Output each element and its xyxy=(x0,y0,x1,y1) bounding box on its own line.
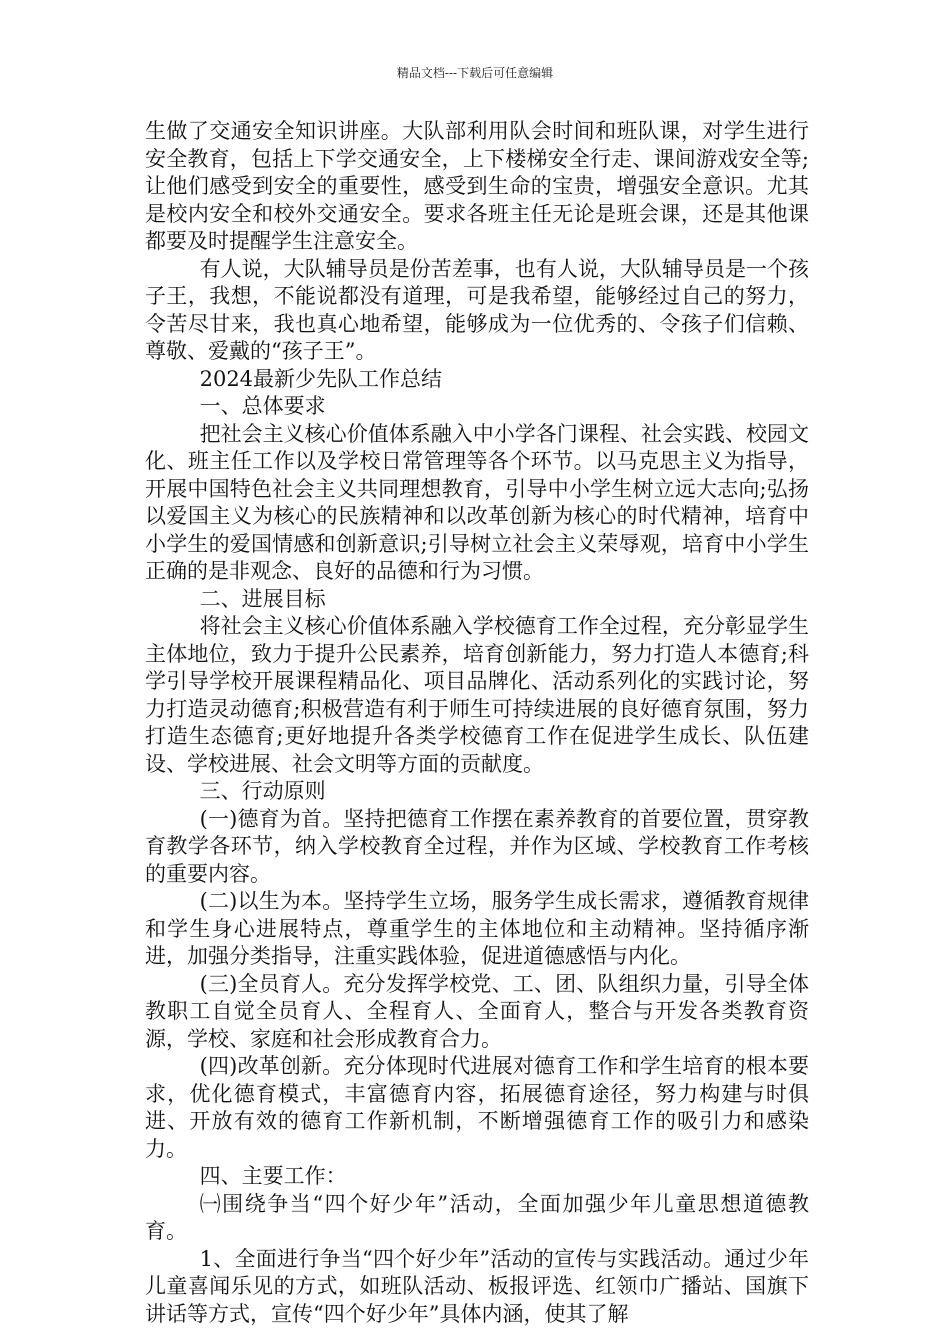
document-title: 2024最新少先队工作总结 xyxy=(199,366,443,391)
paragraph-work-item-1: ㈠围绕争当“四个好少年”活动，全面加强少年儿童思想道德教育。 xyxy=(145,1191,809,1243)
paragraph-principle-4: (四)改革创新。充分体现时代进展对德育工作和学生培育的根本要求，优化德育模式，丰富德育内容，拓展德育途径，努力构建与时俱进、开放有效的德育工作新机制，不断增强德育工作的吸引力和感染力。 xyxy=(145,1054,809,1161)
section-heading-1: 一、总体要求 xyxy=(199,394,326,418)
paragraph-development-goals: 将社会主义核心价值体系融入学校德育工作全过程，充分彰显学生主体地位，致力于提升公民素养，培育创新能力，努力打造人本德育;科学引导学校开展课程精品化、项目品牌化、活动系列化的实践讨论，努力打造灵动德育;积极营造有利于师生可持续进展的良好德育氛围，努力打造生态德育;更好地提升各类学校德育工作在促进学生成长、队伍建设、学校进展、社会文明等方面的贡献度。 xyxy=(145,614,809,776)
paragraph-general-requirements: 把社会主义核心价值体系融入中小学各门课程、社会实践、校园文化、班主任工作以及学校日常管理等各个环节。以马克思主义为指导，开展中国特色社会主义共同理想教育，引导中小学生树立远大志向;弘扬以爱国主义为核心的民族精神和以改革创新为核心的时代精神，培育中小学生的爱国情感和创新意识;引导树立社会主义荣辱观，培育中小学生正确的是非观念、良好的品德和行为习惯。 xyxy=(145,421,809,583)
document-body xyxy=(145,118,809,1328)
paragraph-principle-3: (三)全员育人。充分发挥学校党、工、团、队组织力量，引导全体教职工自觉全员育人、全程育人、全面育人，整合与开发各类教育资源，学校、家庭和社会形成教育合力。 xyxy=(145,971,809,1051)
paragraph-principle-1: (一)德育为首。坚持把德育工作摆在素养教育的首要位置，贯穿教育教学各环节，纳入学校教育全过程，并作为区域、学校教育工作考核的重要内容。 xyxy=(145,806,809,886)
section-heading-2: 二、进展目标 xyxy=(199,586,326,611)
page-header: 精品文档---下载后可任意编辑 xyxy=(396,66,554,80)
section-heading-3: 三、行动原则 xyxy=(199,779,326,803)
paragraph-children-king: 有人说，大队辅导员是份苦差事，也有人说，大队辅导员是一个孩子王，我想，不能说都没有道理，可是我希望，能够经过自己的努力，令苦尽甘来，我也真心地希望，能够成为一位优秀的、令孩子们信赖、尊敬、爱戴的“孩子王”。 xyxy=(145,256,809,363)
paragraph-work-item-1-1: 1、全面进行争当“四个好少年”活动的宣传与实践活动。通过少年儿童喜闻乐见的方式，如班队活动、板报评选、红领巾广播站、国旗下讲话等方式，宣传“四个好少年”具体内涵，使其了解 xyxy=(145,1246,809,1326)
section-heading-4: 四、主要工作： xyxy=(199,1164,347,1188)
paragraph-principle-2: (二)以生为本。坚持学生立场，服务学生成长需求，遵循教育规律和学生身心进展特点，尊重学生的主体地位和主动精神。坚持循序渐进，加强分类指导，注重实践体验，促进道德感悟与内化。 xyxy=(145,889,809,968)
paragraph-safety-education: 生做了交通安全知识讲座。大队部利用队会时间和班队课，对学生进行安全教育，包括上下学交通安全，上下楼梯安全行走、课间游戏安全等;让他们感受到安全的重要性，感受到生命的宝贵，增强安全意识。尤其是校内安全和校外交通安全。要求各班主任无论是班会课，还是其他课都要及时提醒学生注意安全。 xyxy=(145,119,809,253)
